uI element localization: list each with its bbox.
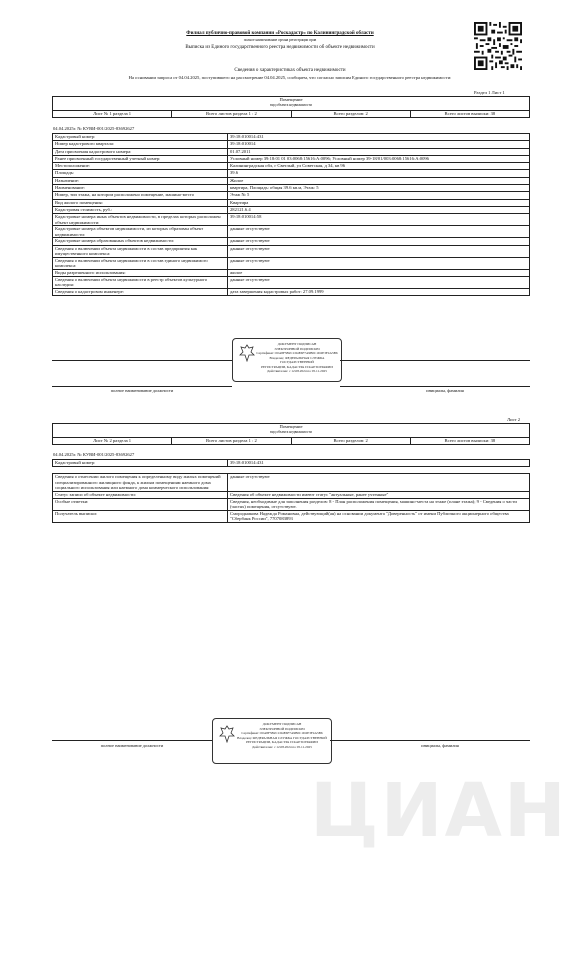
field-label: Номер, тип этажа, на котором расположено помещение, машино-место [53,192,228,199]
signature-stamp [232,338,342,382]
position-line-2 [52,740,212,741]
watermark: ЦИАН [310,768,568,854]
field-row [53,141,530,148]
field-row [53,226,530,238]
sig2-line5: РЕГИСТРАЦИИ, КАДАСТРА И КАРТОГРАФИИ [246,740,318,744]
sig2-line2: ЭЛЕКТРОННОЙ ПОДПИСЬЮ [259,726,305,731]
sig-line6: Действителен: с 12.08.2024 по 05.11.2025 [267,369,327,373]
sig-line3: Сертификат: 00A8F5B2C1D4E6F7A9B0C1D2E3F4A5B6 [256,351,338,355]
field-value: данные отсутствуют [228,245,530,257]
field-label: Кадастровые номера объектов недвижимости, из которых образован объект недвижимости: [53,226,228,238]
cad-label-2: Кадастровый номер: [53,460,228,467]
section1-table [52,133,530,296]
field2-label: Сведения о отнесении жилого помещения к определенному виду жилых помещений специализированного жилищного фонда, к жилым помещениям наемного дома социального использования или наемного дома коммерческого использования: [53,474,228,492]
sheets-in-section: Всего листов раздела 1 : 2 [172,110,291,117]
field-label: Дата присвоения кадастрового номера: [53,148,228,155]
org-name: Филиал публично-правовой компании «Роскадастр» по Калининградской области [186,31,374,36]
sig-line5: РЕГИСТРАЦИИ, КАДАСТРА И КАРТОГРАФИИ [261,364,333,369]
name-caption: инициалы, фамилия [426,388,464,393]
field-row [53,269,530,276]
field-value: данные отсутствуют [228,276,530,288]
field-value: данные отсутствуют [228,238,530,245]
request-text: На основании запроса от 04.04.2025, поступившего на рассмотрение 04.04.2025, сообщаем, что согласно записям Единого государственного реестра недвижимости: [128,75,452,80]
field-row [53,185,530,192]
field-row [53,148,530,155]
position-line [52,360,232,361]
object-kind-sub: вид объекта недвижимости [53,103,530,110]
sheet-number: Лист № 1 раздела 1 [53,110,172,117]
sig-line1: ДОКУМЕНТ ПОДПИСАН [277,342,317,346]
field-row [53,163,530,170]
field-label: Виды разрешенного использования: [53,269,228,276]
field-value: 39:18:010014:58 [228,214,530,226]
field-label: Вид жилого помещения: [53,199,228,206]
field-value: Условный номер 39:18:01 01 03:0068:15616:А:0096; Условный номер 39-18/01/003:0068:15616:А:0096 [228,155,530,162]
field-row [53,199,530,206]
emblem-icon-2 [219,725,235,743]
field-label: Кадастровые номера иных объектов недвижимости, в пределах которых расположен объект недвижимости: [53,214,228,226]
sig-line2: ЭЛЕКТРОННОЙ ПОДПИСЬЮ [274,346,320,351]
field-label: Наименование: [53,185,228,192]
doc-title: Выписка из Единого государственного реестра недвижимости об объекте недвижимости [185,45,375,50]
sig-line4: Владелец: ФЕДЕРАЛЬНАЯ СЛУЖБА ГОСУДАРСТВЕННОЙ [269,355,325,364]
field2-label: Особые отметки: [53,498,228,510]
field-value: дата завершения кадастровых работ: 27.09.1999 [228,288,530,295]
position-caption-2: полное наименование должности [100,743,164,748]
sig2-line6: Действителен: с 12.08.2024 по 05.11.2025 [252,744,312,749]
field-value: Калининградская обл, г Светлый, ул Советская, д 34, кв 96 [228,163,530,170]
section2-table [52,473,530,523]
field-label: Назначение: [53,177,228,184]
sections-count-2: Всего разделов: 2 [291,437,410,444]
object-kind-sub-2: вид объекта недвижимости [53,430,530,437]
field-label: Площадь: [53,170,228,177]
field-value: данные отсутствуют [228,257,530,269]
field-row [53,206,530,213]
name-caption-2: инициалы, фамилия [421,743,459,748]
section1-page-label: Раздел 1 Лист 1 [474,90,505,95]
section2-doc-number: 04.04.2025г. № КУВИ-001/2025-83692627 [53,452,135,457]
field-value: Квартира [228,199,530,206]
sheets-total-2: Всего листов выписки: 38 [410,437,529,444]
field-row [53,170,530,177]
field-label: Номер кадастрового квартала: [53,141,228,148]
field-row [53,257,530,269]
field-value: 39:18:010014:431 [228,134,530,141]
name-line [340,360,530,361]
sig2-line4: Владелец: ФЕДЕРАЛЬНАЯ СЛУЖБА ГОСУДАРСТВЕННОЙ [237,735,327,740]
field-value: данные отсутствуют [228,226,530,238]
field-label: Кадастровая стоимость, руб.: [53,206,228,213]
sheets-total: Всего листов выписки: 38 [410,110,529,117]
field2-row [53,491,530,498]
sheets-in-section-2: Всего листов раздела 1 : 2 [172,437,291,444]
org-sub: полное наименование органа регистрации прав [243,38,317,42]
field-value: Этаж № 5 [228,192,530,199]
sections-count: Всего разделов: 2 [291,110,410,117]
field-label: Кадастровый номер: [53,134,228,141]
section2-cad-table [52,459,530,467]
section1-doc-number: 04.04.2025г. № КУВИ-001/2025-83692627 [53,126,135,131]
field2-row [53,498,530,510]
field-row [53,155,530,162]
sig2-line3: Сертификат: 00A8F5B2C1D4E6F7A9B0C1D2E3F4A5B6 [241,731,323,735]
signature-stamp-2 [212,718,332,764]
field-row [53,245,530,257]
emblem-icon [239,344,255,362]
field-label: Ранее присвоенный государственный учетный номер: [53,155,228,162]
field-value: квартира, Площадь: общая 39.6 кв.м, Этаж: 5 [228,185,530,192]
section1-header-table [52,96,530,118]
field-value: 282121.6.4 [228,206,530,213]
field2-row [53,474,530,492]
field2-value: Смородникова Надежда Романовна, действующий(ая) на основании документа "Доверенность" от имени Публичного акционерного общества "Сбербанк России", 7707083893 [228,510,530,522]
sig2-line1: ДОКУМЕНТ ПОДПИСАН [262,722,302,726]
name-line-2 [330,740,530,741]
field-label: Сведения о включении объекта недвижимости в реестр объектов культурного наследия: [53,276,228,288]
field-value: 39:18:010014 [228,141,530,148]
field-label: Сведения о включении объекта недвижимости в состав предприятия как имущественного комплекса: [53,245,228,257]
cad-value-2: 39:18:010014:431 [228,460,530,467]
position-caption: полное наименование должности [110,388,174,393]
doc-subtitle: Сведения о характеристиках объекта недвижимости [234,68,346,73]
sheet-number-2: Лист № 2 раздела 1 [53,437,172,444]
position-underline [52,386,232,387]
field2-row [53,510,530,522]
qr-code [474,22,522,70]
field-value: 01.07.2011 [228,148,530,155]
field2-label: Статус записи об объекте недвижимости: [53,491,228,498]
field-label: Кадастровые номера образованных объектов недвижимости: [53,238,228,245]
field-row [53,134,530,141]
field-value: Жилое [228,177,530,184]
field2-label: Получатель выписки: [53,510,228,522]
field-row [53,276,530,288]
field-row [53,192,530,199]
field-row [53,214,530,226]
field-label: Сведения о кадастровом инженере: [53,288,228,295]
field2-value: Сведения об объекте недвижимости имеют статус "актуальные, ранее учтенные" [228,491,530,498]
field-row [53,238,530,245]
field-value: 39.6 [228,170,530,177]
object-kind-2: Помещение [53,424,530,431]
name-underline [340,386,530,387]
field-row [53,288,530,295]
field2-value: данные отсутствуют [228,474,530,492]
field-label: Сведения о включении объекта недвижимости в состав единого недвижимого комплекса: [53,257,228,269]
object-kind: Помещение [53,97,530,104]
section2-page-label: Лист 2 [507,417,521,422]
section2-header-table [52,423,530,445]
field-row [53,177,530,184]
field-value: жилое [228,269,530,276]
field-label: Местоположение: [53,163,228,170]
field2-value: Сведения, необходимые для заполнения разделов: 8 - План расположения помещения, машино-места на этаже (плане этажа); 9 - Сведения о части (частях) помещения, отсутствуют. [228,498,530,510]
